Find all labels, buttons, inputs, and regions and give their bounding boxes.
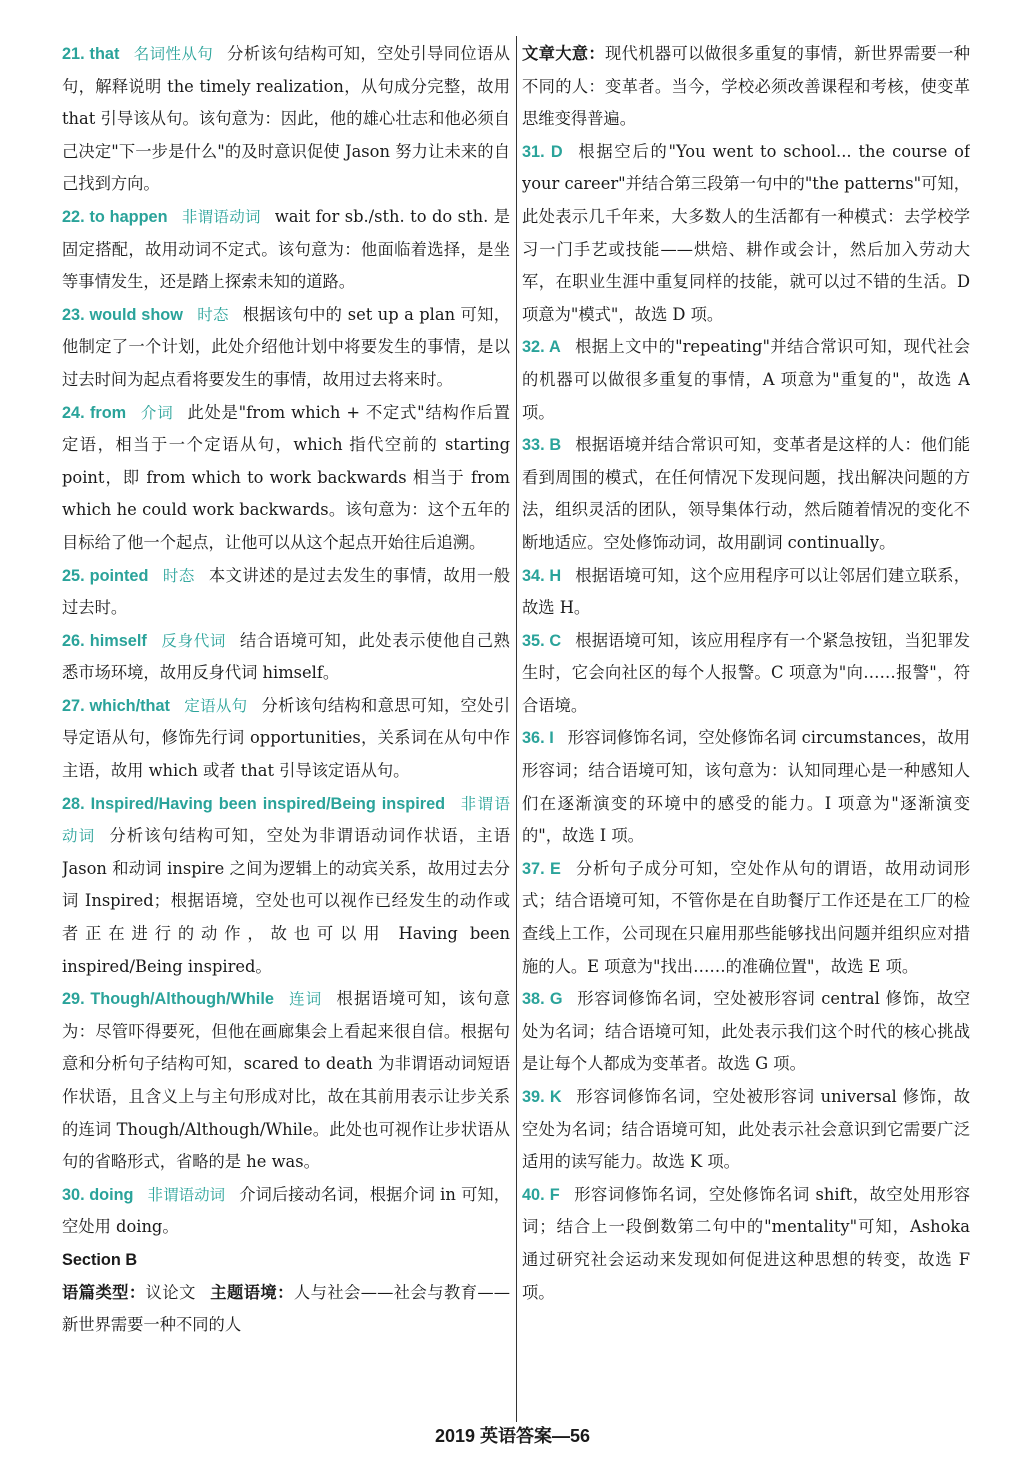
grammar-tag: 介词 bbox=[140, 403, 174, 422]
answer-item-24 bbox=[62, 397, 510, 560]
answer-item-30 bbox=[62, 1179, 510, 1244]
explanation-text: 形容词修饰名词，空处修饰名词 shift，故空处用形容词；结合上一段倒数第二句中的"mentality"可知，Ashoka 通过研究社会运动来发现如何促进这种思想的转变，故选 F 项。 bbox=[522, 1184, 970, 1302]
explanation-text: 分析该句结构和意思可知，空处引导定语从句，修饰先行词 opportunities，关系词在从句中作主语，故用 which 或者 that 引导该定语从句。 bbox=[62, 695, 510, 781]
answer-number: 38. G bbox=[522, 990, 563, 1009]
answer-number: 26. himself bbox=[62, 631, 147, 650]
grammar-tag: 名词性从句 bbox=[133, 45, 214, 63]
grammar-tag: 时态 bbox=[162, 566, 195, 585]
grammar-tag: 时态 bbox=[196, 305, 229, 324]
answer-number: 39. K bbox=[522, 1088, 562, 1106]
summary-label: 文章大意： bbox=[522, 44, 606, 63]
grammar-tag: 非谓语动词 bbox=[62, 794, 510, 846]
answer-number: 21. that bbox=[62, 45, 120, 63]
answer-item-31 bbox=[522, 136, 970, 332]
explanation-text: wait for sb./sth. to do sth. 是固定搭配，故用动词不定式。该句意为：他面临着选择，是坐等事情发生，还是踏上探索未知的道路。 bbox=[62, 206, 510, 292]
text-type-value: 议论文 bbox=[145, 1282, 196, 1302]
explanation-text: 分析该句结构可知，空处引导同位语从句，解释说明 the timely realization，从句成分完整，故用 that 引导该从句。该句意为：因此，他的雄心壮志和他必须自己决定"下一步是什么"的及时意识促使 Jason 努力让未来的自己找到方向。 bbox=[62, 44, 510, 194]
section-info bbox=[62, 1277, 510, 1342]
answer-number: 36. I bbox=[522, 729, 554, 748]
answer-number: 32. A bbox=[522, 338, 561, 357]
column-divider bbox=[516, 36, 517, 1422]
right-column bbox=[522, 38, 970, 1418]
left-column bbox=[62, 38, 510, 1418]
answer-number: 40. F bbox=[522, 1185, 560, 1204]
answer-item-37 bbox=[522, 853, 970, 983]
grammar-tag: 反身代词 bbox=[160, 631, 226, 650]
answer-item-23 bbox=[62, 299, 510, 397]
answer-number: 24. from bbox=[62, 403, 127, 422]
answer-number: 25. pointed bbox=[62, 566, 149, 585]
section-heading: Section B bbox=[62, 1250, 138, 1269]
explanation-text: 根据语境可知，该应用程序有一个紧急按钮，当犯罪发生时，它会向社区的每个人报警。C 项意为"向……报警"，符合语境。 bbox=[522, 630, 970, 715]
explanation-text: 根据语境并结合常识可知，变革者是这样的人：他们能看到周围的模式，在任何情况下发现问题，找出解决问题的方法，组织灵活的团队，领导集体行动，然后随着情况的变化不断地适应。空处修饰动词，故用副词 continually。 bbox=[522, 435, 970, 552]
explanation-text: 形容词修饰名词，空处被形容词 central 修饰，故空处为名词；结合语境可知，此处表示我们这个时代的核心挑战是让每个人都成为变革者。故选 G 项。 bbox=[522, 989, 970, 1074]
theme-value: 人与社会——社会与教育——新世界需要一种不同的人 bbox=[62, 1282, 510, 1335]
answer-item-39 bbox=[522, 1081, 970, 1179]
answer-number: 23. would show bbox=[62, 305, 183, 324]
answer-number: 30. doing bbox=[62, 1185, 134, 1204]
answer-number: 34. H bbox=[522, 566, 562, 585]
answer-number: 37. E bbox=[522, 859, 561, 878]
answer-item-28 bbox=[62, 788, 510, 984]
article-summary bbox=[522, 38, 970, 136]
answer-item-26 bbox=[62, 625, 510, 690]
answer-item-40 bbox=[522, 1179, 970, 1309]
answer-item-36 bbox=[522, 722, 970, 852]
explanation-text: 介词后接动名词，根据介词 in 可知，空处用 doing。 bbox=[62, 1184, 510, 1237]
grammar-tag: 连词 bbox=[287, 990, 323, 1009]
explanation-text: 分析句子成分可知，空处作从句的谓语，故用动词形式；结合语境可知，不管你是在自助餐厅工作还是在工厂的检查线上工作，公司现在只雇用那些能够找出问题并组织应对措施的人。E 项意为"找出……的准确位置"，故选 E 项。 bbox=[522, 858, 970, 976]
answer-item-22 bbox=[62, 201, 510, 299]
grammar-tag: 非谓语动词 bbox=[147, 1185, 226, 1204]
explanation-text: 根据语境可知，该句意为：尽管吓得要死，但他在画廊集会上看起来很自信。根据句意和分析句子结构可知，scared to death 为非谓语动词短语作状语，且含义上与主句形成对比，故在其前用表示让步关系的连词 Though/Although/While。此处也可视作让步状语从句的省略形式，省略的是 he was。 bbox=[62, 989, 510, 1172]
answer-item-38 bbox=[522, 983, 970, 1081]
explanation-text: 形容词修饰名词，空处修饰名词 circumstances，故用形容词；结合语境可知，该句意为：认知同理心是一种感知人们在逐渐演变的环境中的感受的能力。I 项意为"逐渐演变的"，故选 I 项。 bbox=[522, 728, 970, 846]
answer-item-29 bbox=[62, 983, 510, 1179]
explanation-text: 本文讲述的是过去发生的事情，故用一般过去时。 bbox=[62, 565, 510, 618]
explanation-text: 根据语境可知，这个应用程序可以让邻居们建立联系，故选 H。 bbox=[522, 565, 970, 618]
answer-number: 22. to happen bbox=[62, 207, 168, 226]
answer-number: 33. B bbox=[522, 436, 562, 455]
explanation-text: 分析该句结构可知，空处为非谓语动词作状语，主语 Jason 和动词 inspire 之间为逻辑上的动宾关系，故用过去分词 Inspired；根据语境，空处也可以视作已经发生的动作或者正在进行的动作，故也可以用 Having been inspired/Being inspired。 bbox=[62, 826, 510, 976]
answer-item-25 bbox=[62, 560, 510, 625]
answer-item-32 bbox=[522, 331, 970, 429]
explanation-text: 此处是"from which + 不定式"结构作后置定语，相当于一个定语从句，which 指代空前的 starting point，即 from which to work backwards 相当于 from which he could work backwards。该句意为：这个五年的目标给了他一个起点，让他可以从这个起点开始往后追溯。 bbox=[62, 402, 510, 552]
explanation-text: 根据上文中的"repeating"并结合常识可知，现代社会的机器可以做很多重复的事情，A 项意为"重复的"，故选 A 项。 bbox=[522, 337, 970, 422]
summary-text: 现代机器可以做很多重复的事情，新世界需要一种不同的人：变革者。当今，学校必须改善课程和考核，使变革思维变得普遍。 bbox=[522, 44, 970, 129]
explanation-text: 根据空后的"You went to school... the course of your career"并结合第三段第一句中的"the patterns"可知，此处表示几千年来，大多数人的生活都有一种模式：去学校学习一门手艺或技能——烘焙、耕作或会计，然后加入劳动大军，在职业生涯中重复同样的技能，就可以过不错的生活。D 项意为"模式"，故选 D 项。 bbox=[522, 141, 970, 324]
explanation-text: 形容词修饰名词，空处被形容词 universal 修饰，故空处为名词；结合语境可知，此处表示社会意识到它需要广泛适用的读写能力。故选 K 项。 bbox=[522, 1087, 970, 1172]
answer-item-35 bbox=[522, 625, 970, 723]
answer-number: 28. Inspired/Having been inspired/Being inspired bbox=[62, 794, 446, 813]
explanation-text: 结合语境可知，此处表示使他自己熟悉市场环境，故用反身代词 himself。 bbox=[62, 630, 510, 683]
answer-item-21 bbox=[62, 38, 510, 201]
answer-item-33 bbox=[522, 429, 970, 559]
answer-number: 29. Though/Although/While bbox=[62, 990, 274, 1009]
page-footer: 2019 英语答案—56 bbox=[434, 1426, 591, 1446]
answer-item-34 bbox=[522, 560, 970, 625]
theme-label: 主题语境： bbox=[209, 1282, 294, 1302]
answer-number: 27. which/that bbox=[62, 696, 170, 715]
answer-number: 35. C bbox=[522, 631, 562, 650]
answer-item-27 bbox=[62, 690, 510, 788]
grammar-tag: 非谓语动词 bbox=[181, 207, 261, 226]
text-type-label: 语篇类型： bbox=[62, 1282, 146, 1302]
answer-number: 31. D bbox=[522, 142, 563, 161]
grammar-tag: 定语从句 bbox=[183, 696, 248, 715]
explanation-text: 根据该句中的 set up a plan 可知，他制定了一个计划，此处介绍他计划中将要发生的事情，是以过去时间为起点看将要发生的事情，故用过去将来时。 bbox=[62, 304, 510, 389]
